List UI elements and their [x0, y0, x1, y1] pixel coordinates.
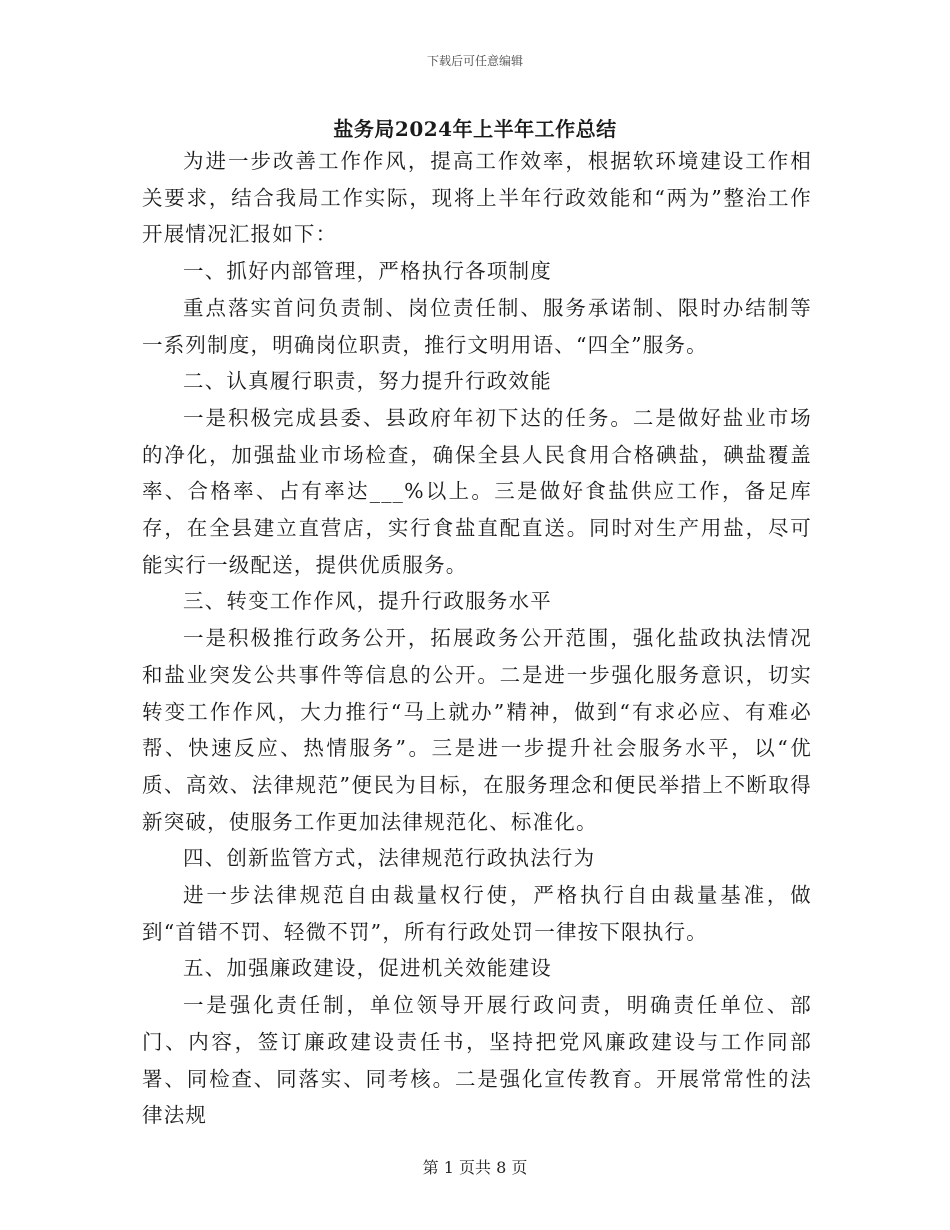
section-heading-1: 一、抓好内部管理，严格执行各项制度 — [183, 259, 552, 284]
page-footer: 第 1 页共 8 页 — [422, 1158, 528, 1177]
section-heading-4: 四、创新监管方式，法律规范行政执法行为 — [183, 846, 596, 871]
section-heading-5: 五、加强廉政建设，促进机关效能建设 — [183, 956, 552, 981]
paragraph-2: 一是积极完成县委、县政府年初下达的任务。二是做好盐业市场的净化，加强盐业市场检查，确保全县人民食用合格碘盐，碘盐覆盖率、合格率、占有率达___%以上。三是做好食盐供应工作，备足库存，在全县建立直营店，实行食盐直配直送。同时对生产用盐，尽可能实行一级配送，提供优质服务。 — [142, 405, 812, 577]
paragraph-3: 一是积极推行政务公开，拓展政务公开范围，强化盐政执法情况和盐业突发公共事件等信息的公开。二是进一步强化服务意识，切实转变工作作风，大力推行“马上就办”精神，做到“有求必应、有难必帮、快速反应、热情服务”。三是进一步提升社会服务水平，以“优质、高效、法律规范”便民为目标，在服务理念和便民举措上不断取得新突破，使服务工作更加法律规范化、标准化。 — [142, 626, 812, 834]
paragraph-intro: 为进一步改善工作作风，提高工作效率，根据软环境建设工作相关要求，结合我局工作实际，现将上半年行政效能和“两为”整治工作开展情况汇报如下： — [142, 149, 812, 247]
section-heading-3: 三、转变工作作风，提升行政服务水平 — [183, 589, 552, 614]
header-note: 下载后可任意编辑 — [426, 54, 523, 68]
document-title: 盐务局2024年上半年工作总结 — [333, 117, 617, 141]
paragraph-5: 一是强化责任制，单位领导开展行政问责，明确责任单位、部门、内容，签订廉政建设责任书，坚持把党风廉政建设与工作同部署、同检查、同落实、同考核。二是强化宣传教育。开展常常性的法律法规 — [142, 993, 812, 1128]
paragraph-4: 进一步法律规范自由裁量权行使，严格执行自由裁量基准，做到“首错不罚、轻微不罚”，所有行政处罚一律按下限执行。 — [142, 883, 812, 944]
document-body — [142, 143, 812, 1134]
section-heading-2: 二、认真履行职责，努力提升行政效能 — [183, 369, 552, 394]
paragraph-1: 重点落实首问负责制、岗位责任制、服务承诺制、限时办结制等一系列制度，明确岗位职责，推行文明用语、“四全”服务。 — [142, 295, 812, 357]
